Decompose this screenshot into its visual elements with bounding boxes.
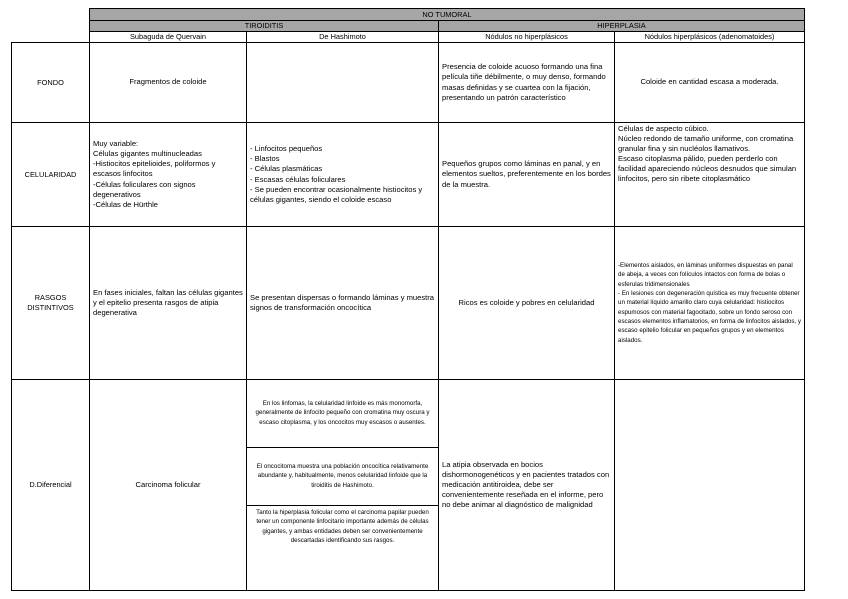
cell-celularidad-nodulos-hiperplasicos [615,123,805,227]
comparison-table [11,8,805,591]
corner-blank [12,21,90,32]
text-line: DISTINTIVOS [27,303,74,312]
row-label-celularidad: CELULARIDAD [12,123,90,227]
text-line: Células de aspecto cúbico. [618,124,709,133]
header-tiroiditis: TIROIDITIS [90,21,439,32]
text-line: - Escasas células foliculares [250,174,346,184]
diferencial-block-hiperplasia: Tanto la hiperplasia folicular como el carcinoma papilar pueden tener un componente linfocitario importante además de células gigantes, y ambas entidades deben ser convenientemente descartadas identificando sus rasgos. [256,508,429,545]
cell-celularidad-nodulos-no-hiperplasicos: Pequeños grupos como láminas en panal, y en elementos sueltos, preferentemente en los bordes de la muestra. [439,123,615,227]
text-line: Células gigantes multinucleadas [93,149,202,159]
cell-rasgos-subaguda: En fases iniciales, faltan las células gigantes y el epitelio presenta rasgos de atipia degenerativa [90,227,247,380]
row-fondo [12,43,805,123]
cell-fondo-nodulos-hiperplasicos: Coloide en cantidad escasa a moderada. [615,43,805,123]
header-hashimoto: De Hashimoto [247,32,439,43]
cell-rasgos-nodulos-no-hiperplasicos: Ricos es coloide y pobres en celularidad [439,227,615,380]
diferencial-block-oncocitoma: El oncocitoma muestra una población oncocítica relativamente abundante y, habitualmente, menos celularidad linfoide que la tiroiditis de Hashimoto. [247,447,438,505]
text-line: Muy variable: [93,139,139,149]
cell-rasgos-nodulos-hiperplasicos [615,227,805,380]
cell-celularidad-hashimoto [247,123,439,227]
text-line: - Blastos [250,154,280,164]
cell-diferencial-nodulos-no-hiperplasicos: La atipia observada en bocios dishormonogenéticos y en pacientes tratados con medicación antitiroidea, debe ser convenientemente reseñada en el informe, pero no debe animar al diagnóstico de malignidad [439,380,615,591]
header-no-tumoral: NO TUMORAL [90,9,805,21]
row-diferencial [12,380,805,591]
cell-fondo-hashimoto [247,43,439,123]
header-hiperplasia: HIPERPLASIA [439,21,805,32]
cell-rasgos-hashimoto: Se presentan dispersas o formando láminas y muestra signos de transformación oncocítica [247,227,439,380]
text-line: -Elementos aislados, en láminas uniformes dispuestas en panal de abeja, a veces con folículos intactos con forma de bolas o esferulas tridimensionales [618,262,793,288]
cell-diferencial-hashimoto [247,380,439,591]
header-subaguda: Subaguda de Quervain [90,32,247,43]
text-line: -Células de Hürthle [93,199,158,209]
corner-blank [12,32,90,43]
text-line: - Se pueden encontrar ocasionalmente histiocitos y células gigantes, siendo el coloide escaso [250,184,423,204]
text-line: Escaso citoplasma pálido, pueden perderlo con facilidad apareciendo núcleos desnudos que simulan linfocitos, pero sin ribete citoplasmático [618,154,797,184]
row-label-diferencial: D.Diferencial [12,380,90,591]
diferencial-subtable [247,380,438,548]
header-nodulos-hiperplasicos: Nódulos hiperplásicos (adenomatoides) [615,32,805,43]
text-line: RASGOS [34,293,67,303]
header-nodulos-no-hiperplasicos: Nódulos no hiperplásicos [439,32,615,43]
cell-fondo-nodulos-no-hiperplasicos: Presencia de coloide acuoso formando una fina película tiñe débilmente, o muy denso, formando masas definidas y se cuartea con la fijación, presentando un patrón característico [439,43,615,123]
row-label-fondo: FONDO [12,43,90,123]
text-line: -Células foliculares con signos degenerativos [93,179,196,199]
cell-celularidad-subaguda [90,123,247,227]
text-line: - Linfocitos pequeños [250,144,323,154]
comparison-sheet [11,8,805,591]
text-line: - En lesiones con degeneración quística es muy frecuente obtener un material líquido amarillo claro cuya celularidad: histiocitos espumosos con material fagocitado, sobre un fondo seroso con escasos elementos inflamatorios, en forma de linfocitos aislados, y escaso epitelio folicular en pequeños grupos y en elementos aislados. [618,290,801,344]
text-line: - Células plasmáticas [250,164,323,174]
diferencial-block-linfomas: En los linfomas, la celularidad linfoide es más monomorfa, generalmente de linfocito pequeño con cromatina muy oscura y escaso citoplasma, y los oncocitos muy escasos o ausentes. [247,380,438,447]
text-line: -Histiocitos epitelioides, poliformos y escasos linfocitos [93,159,216,179]
row-label-rasgos-distintivos [12,227,90,380]
corner-blank [12,9,90,21]
cell-diferencial-nodulos-hiperplasicos [615,380,805,591]
row-rasgos-distintivos [12,227,805,380]
text-line: Núcleo redondo de tamaño uniforme, con cromatina granular fina y sin nucléolos llamativos. [618,134,794,154]
row-celularidad [12,123,805,227]
cell-fondo-subaguda: Fragmentos de coloide [90,43,247,123]
cell-diferencial-subaguda: Carcinoma folicular [90,380,247,591]
